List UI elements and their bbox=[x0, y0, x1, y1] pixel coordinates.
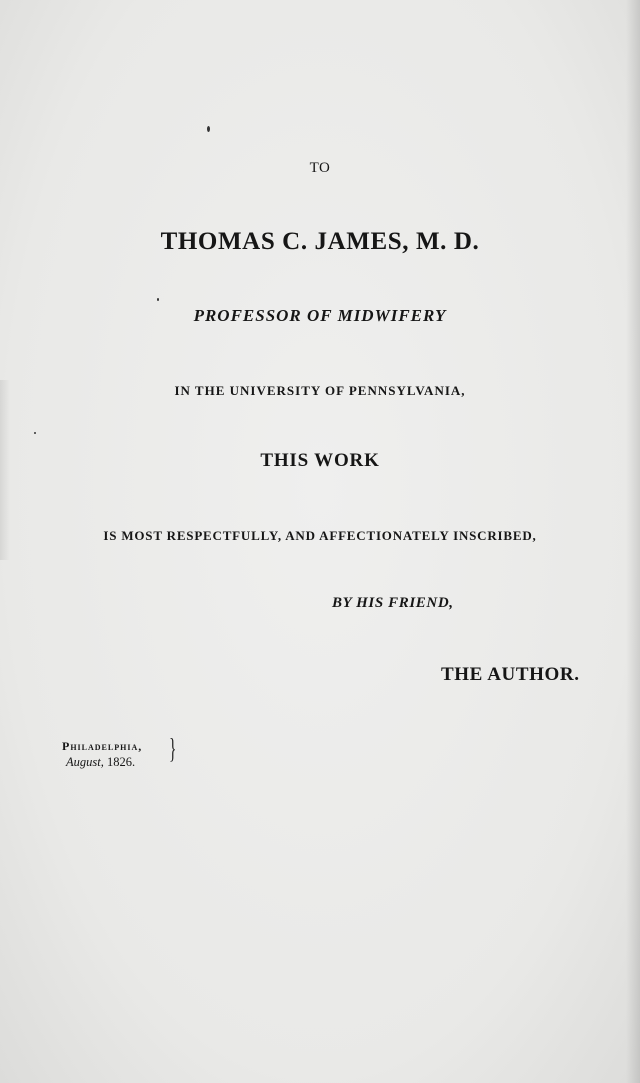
print-speck bbox=[157, 298, 159, 301]
print-speck bbox=[34, 432, 36, 434]
work-heading: THIS WORK bbox=[260, 450, 380, 471]
dedicatee-name: THOMAS C. JAMES, M. D. bbox=[160, 228, 480, 255]
imprint-year: 1826. bbox=[106, 755, 136, 769]
by-friend-line: BY HIS FRIEND, bbox=[332, 595, 454, 611]
inscription-line: IS MOST RESPECTFULLY, AND AFFECTIONATELY INSCRIBED, bbox=[103, 528, 537, 543]
print-speck bbox=[207, 126, 210, 132]
dedicatee-institution: IN THE UNIVERSITY OF PENNSYLVANIA, bbox=[174, 383, 466, 398]
dedication-to: TO bbox=[309, 160, 331, 176]
dedicatee-title: PROFESSOR OF MIDWIFERY bbox=[193, 306, 447, 325]
imprint-month: August, bbox=[66, 755, 104, 769]
imprint-brace: } bbox=[169, 734, 177, 765]
imprint-date bbox=[66, 755, 135, 770]
author-signature: THE AUTHOR. bbox=[441, 664, 580, 685]
imprint-place: Philadelphia, bbox=[62, 739, 143, 753]
